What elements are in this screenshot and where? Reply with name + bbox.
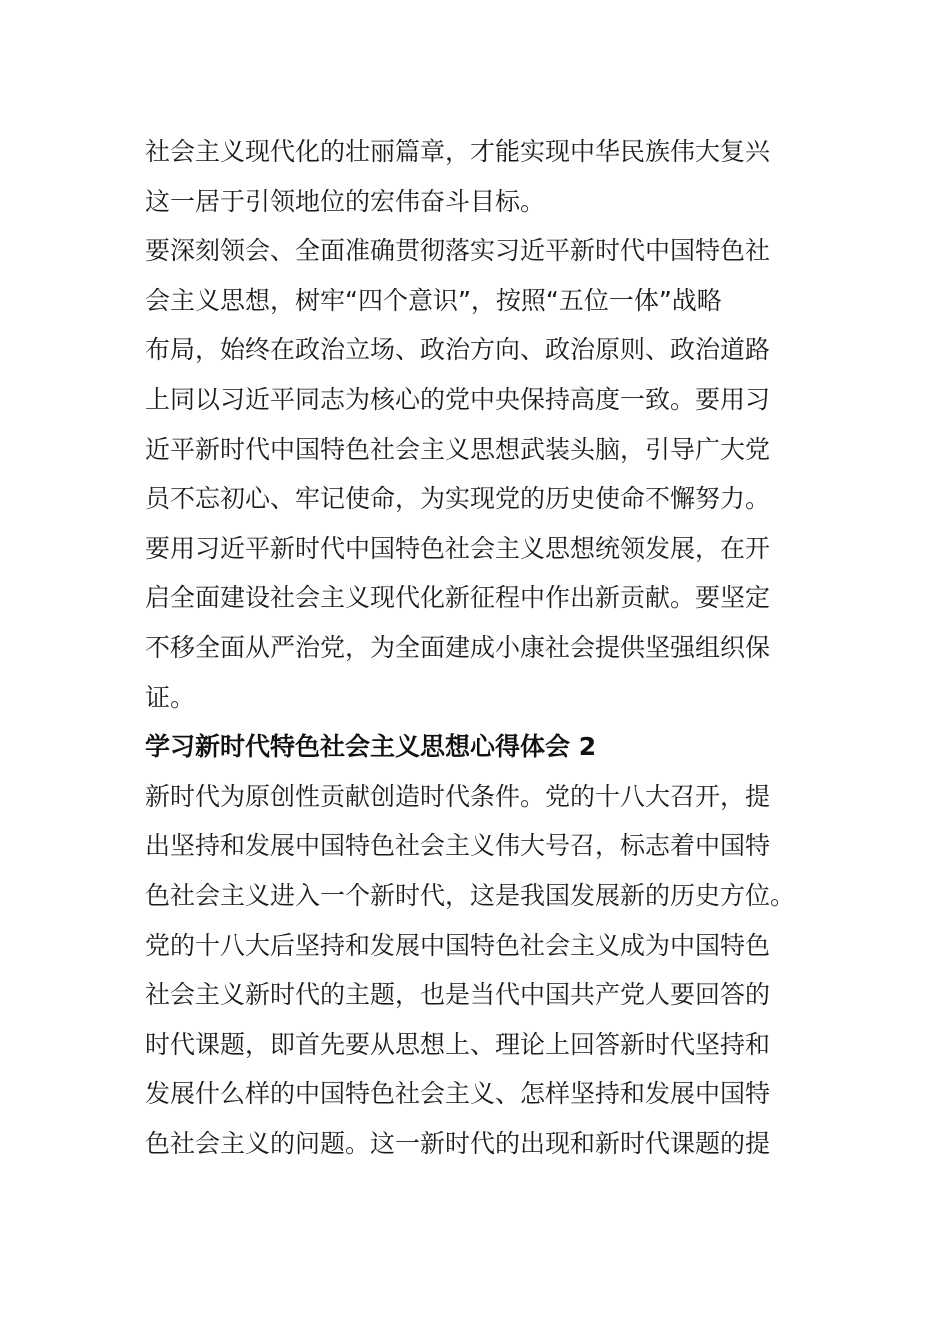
body-line: 员不忘初心、牢记使命，为实现党的历史使命不懈努力。 [145,484,771,514]
body-line: 新时代为原创性贡献创造时代条件。党的十八大召开，提 [145,781,771,811]
document-body [145,127,805,1168]
body-line: 不移全面从严治党，为全面建成小康社会提供坚强组织保 [145,632,771,662]
body-line: 发展什么样的中国特色社会主义、怎样坚持和发展中国特 [145,1079,771,1109]
body-line: 党的十八大后坚持和发展中国特色社会主义成为中国特色 [145,930,771,960]
body-line: 社会主义现代化的壮丽篇章，才能实现中华民族伟大复兴 [145,137,771,166]
body-line: 社会主义新时代的主题，也是当代中国共产党人要回答的 [145,980,771,1010]
body-line: 要用习近平新时代中国特色社会主义思想统领发展，在开 [145,533,771,563]
body-line: 色社会主义的问题。这一新时代的出现和新时代课题的提 [145,1128,771,1158]
body-line: 证。 [145,682,196,712]
body-line: 出坚持和发展中国特色社会主义伟大号召，标志着中国特 [145,831,771,861]
section-heading: 学习新时代特色社会主义思想心得体会 2 [145,732,597,762]
body-line: 布局，始终在政治立场、政治方向、政治原则、政治道路 [145,335,771,365]
body-line: 近平新时代中国特色社会主义思想武装头脑，引导广大党 [145,434,771,464]
body-line: 会主义思想，树牢“四个意识”，按照“五位一体”战略 [145,285,722,315]
body-line: 时代课题，即首先要从思想上、理论上回答新时代坚持和 [145,1029,771,1059]
body-line: 上同以习近平同志为核心的党中央保持高度一致。要用习 [145,384,771,414]
body-line: 要深刻领会、全面准确贯彻落实习近平新时代中国特色社 [145,236,771,266]
body-line: 这一居于引领地位的宏伟奋斗目标。 [145,186,546,216]
body-line: 色社会主义进入一个新时代，这是我国发展新的历史方位。 [145,880,796,910]
body-line: 启全面建设社会主义现代化新征程中作出新贡献。要坚定 [145,583,771,613]
